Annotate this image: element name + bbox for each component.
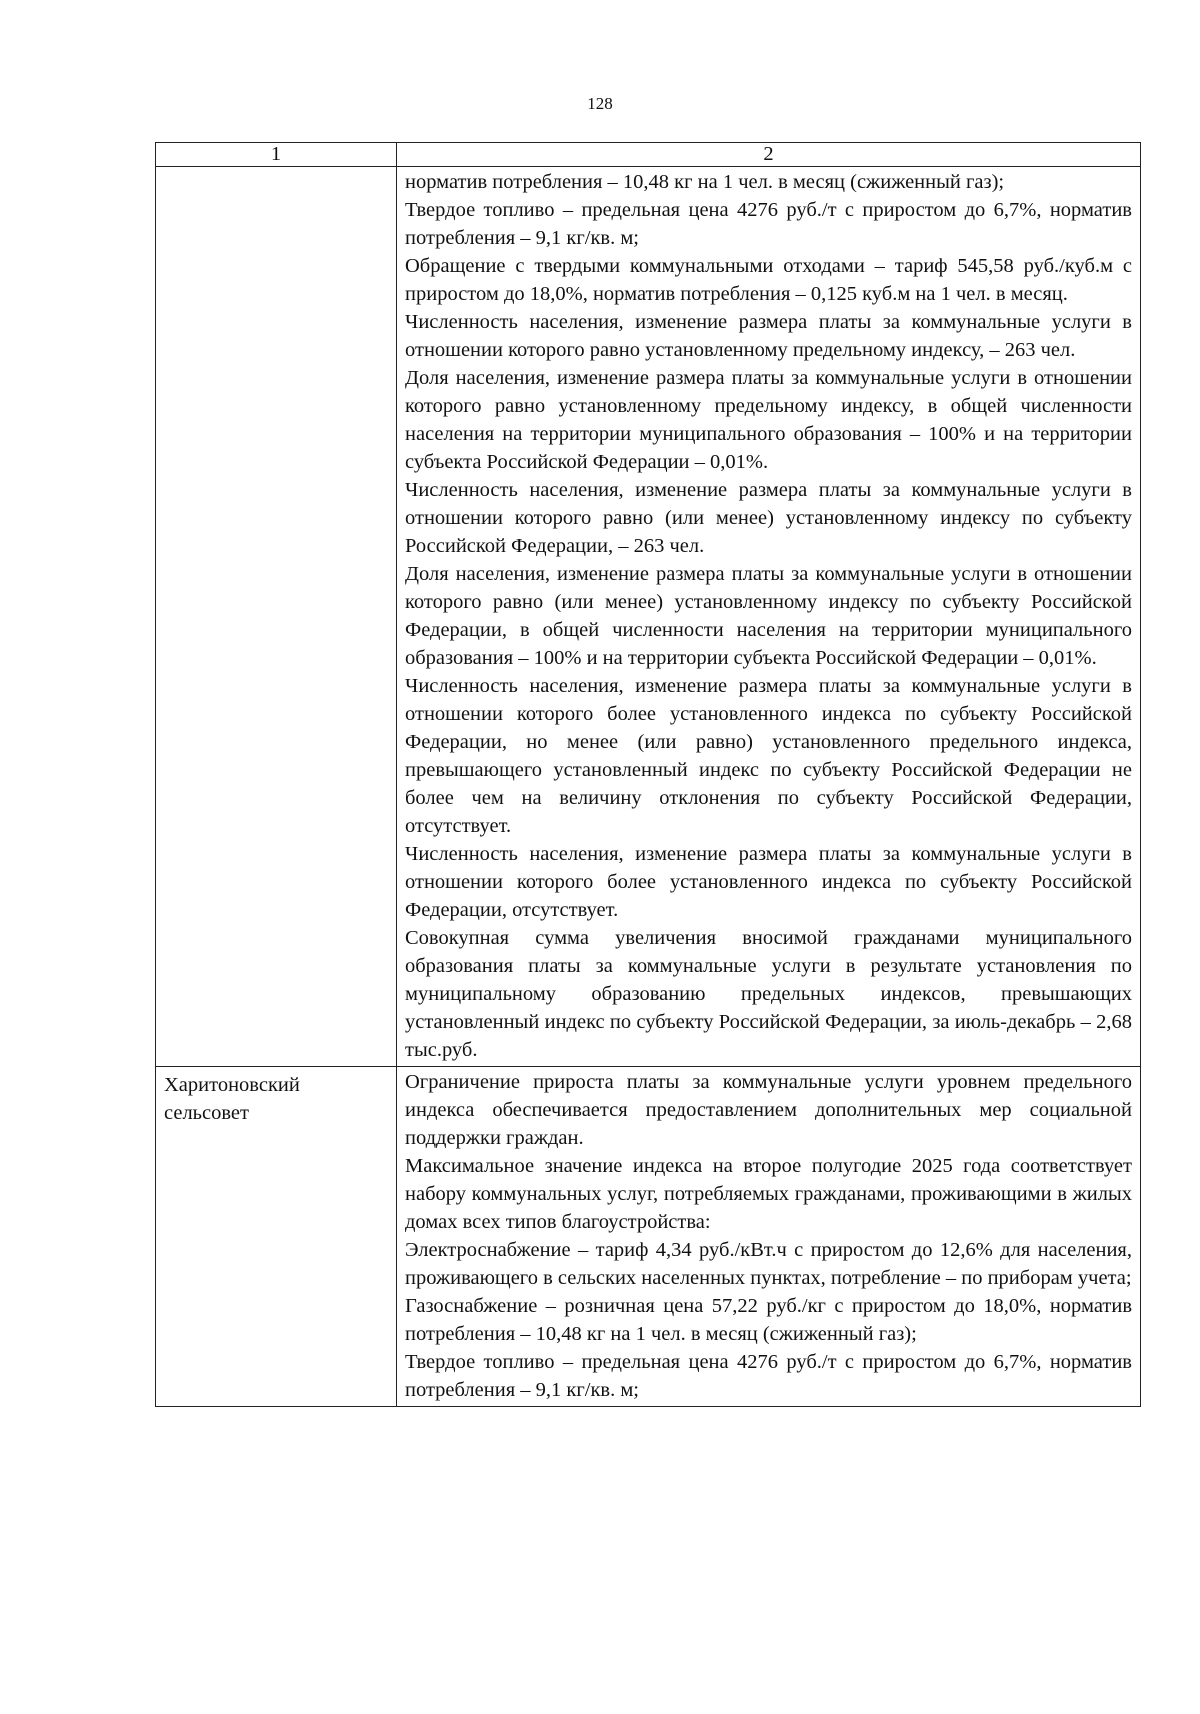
detail-paragraph: Твердое топливо – предельная цена 4276 руб./т с приростом до 6,7%, норматив потребления – 9,1 кг/кв. м; bbox=[405, 199, 1132, 249]
detail-paragraph: норматив потребления – 10,48 кг на 1 чел. в месяц (сжиженный газ); bbox=[405, 171, 1005, 193]
detail-paragraph: Ограничение прироста платы за коммунальные услуги уровнем предельного индекса обеспечивается предоставлением дополнительных мер социальной поддержки граждан. bbox=[405, 1071, 1132, 1149]
municipality-details bbox=[397, 167, 1141, 1067]
municipality-name: Харитоновский сельсовет bbox=[156, 1067, 397, 1407]
detail-paragraph: Численность населения, изменение размера платы за коммунальные услуги в отношении которого более установленного индекса по субъекту Российской Федерации, отсутствует. bbox=[405, 843, 1132, 921]
page-number: 128 bbox=[587, 94, 613, 113]
table-header-row bbox=[156, 143, 1141, 167]
column-header-2: 2 bbox=[397, 143, 1141, 167]
table-row bbox=[156, 1067, 1141, 1407]
detail-paragraph: Обращение с твердыми коммунальными отходами – тариф 545,58 руб./куб.м с приростом до 18,0%, норматив потребления – 0,125 куб.м на 1 чел. в месяц. bbox=[405, 255, 1132, 305]
detail-paragraph: Доля населения, изменение размера платы за коммунальные услуги в отношении которого равно установленному предельному индексу, в общей численности населения на территории муниципального образования – 100% и на территории субъекта Российской Федерации – 0,01%. bbox=[405, 367, 1132, 473]
detail-paragraph: Газоснабжение – розничная цена 57,22 руб./кг с приростом до 18,0%, норматив потребления – 10,48 кг на 1 чел. в месяц (сжиженный газ); bbox=[405, 1295, 1132, 1345]
detail-paragraph: Совокупная сумма увеличения вносимой гражданами муниципального образования платы за коммунальные услуги в результате установления по муниципальному образованию предельных индексов, превышающих установленный индекс по субъекту Российской Федерации, за июль-декабрь – 2,68 тыс.руб. bbox=[405, 927, 1132, 1061]
municipal-index-table bbox=[155, 142, 1141, 1407]
detail-paragraph: Твердое топливо – предельная цена 4276 руб./т с приростом до 6,7%, норматив потребления – 9,1 кг/кв. м; bbox=[405, 1351, 1132, 1401]
table-row bbox=[156, 167, 1141, 1067]
detail-paragraph: Численность населения, изменение размера платы за коммунальные услуги в отношении которого более установленного индекса по субъекту Российской Федерации, но менее (или равно) установленного предельного индекса, превышающего установленный индекс по субъекту Российской Федерации не более чем на величину отклонения по субъекту Российской Федерации, отсутствует. bbox=[405, 675, 1132, 837]
detail-paragraph: Численность населения, изменение размера платы за коммунальные услуги в отношении которого равно (или менее) установленному индексу по субъекту Российской Федерации, – 263 чел. bbox=[405, 479, 1132, 557]
municipality-details bbox=[397, 1067, 1141, 1407]
detail-paragraph: Электроснабжение – тариф 4,34 руб./кВт.ч с приростом до 12,6% для населения, проживающего в сельских населенных пунктах, потребление – по приборам учета; bbox=[405, 1239, 1132, 1289]
detail-paragraph: Доля населения, изменение размера платы за коммунальные услуги в отношении которого равно (или менее) установленному индексу по субъекту Российской Федерации, в общей численности населения на территории муниципального образования – 100% и на территории субъекта Российской Федерации – 0,01%. bbox=[405, 563, 1132, 669]
detail-paragraph: Численность населения, изменение размера платы за коммунальные услуги в отношении которого равно установленному предельному индексу, – 263 чел. bbox=[405, 311, 1132, 361]
detail-paragraph: Максимальное значение индекса на второе полугодие 2025 года соответствует набору коммунальных услуг, потребляемых гражданами, проживающими в жилых домах всех типов благоустройства: bbox=[405, 1155, 1132, 1233]
municipality-name bbox=[156, 167, 397, 1067]
column-header-1: 1 bbox=[156, 143, 397, 167]
